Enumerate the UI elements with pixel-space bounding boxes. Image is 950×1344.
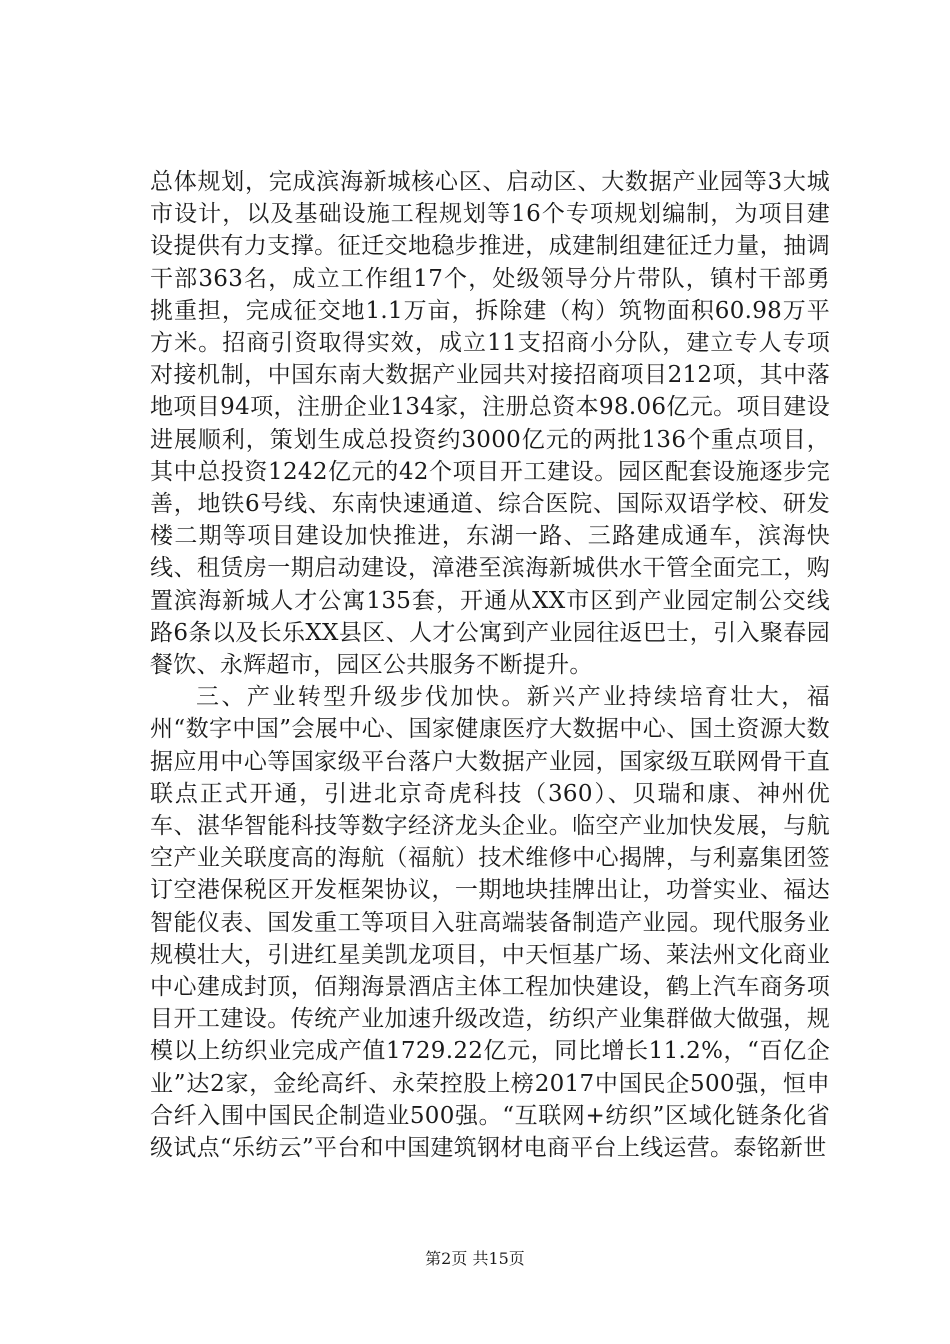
- paragraph-2: 三、产业转型升级步伐加快。新兴产业持续培育壮大，福州“数字中国”会展中心、国家健康医疗大数据中心、国土资源大数据应用中心等国家级平台落户大数据产业园，国家级互联网骨干直联点正式开通，引进北京奇虎科技（360）、贝瑞和康、神州优车、湛华智能科技等数字经济龙头企业。临空产业加快发展，与航空产业关联度高的海航（福航）技术维修中心揭牌，与利嘉集团签订空港保税区开发框架协议，一期地块挂牌出让，功誉实业、福达智能仪表、国发重工等项目入驻高端装备制造产业园。现代服务业规模壮大，引进红星美凯龙项目，中天恒基广场、莱法州文化商业中心建成封顶，佰翔海景酒店主体工程加快建设，鹤上汽车商务项目开工建设。传统产业加速升级改造，纺织产业集群做大做强，规模以上纺织业完成产值1729.22亿元，同比增长11.2%，“百亿企业”达2家，金纶高纤、永荣控股上榜2017中国民企500强，恒申合纤入围中国民企制造业500强。“互联网+纺织”区域化链条化省级试点“乐纺云”平台和中国建筑钢材电商平台上线运营。泰铭新世: [150, 684, 830, 1162]
- page-footer: 第2页 共15页: [425, 1249, 525, 1268]
- paragraph-1: 总体规划，完成滨海新城核心区、启动区、大数据产业园等3大城市设计，以及基础设施工程规划等16个专项规划编制，为项目建设提供有力支撑。征迁交地稳步推进，成建制组建征迁力量，抽调干部363名，成立工作组17个，处级领导分片带队，镇村干部勇挑重担，完成征交地1.1万亩，拆除建（构）筑物面积60.98万平方米。招商引资取得实效，成立11支招商小分队，建立专人专项对接机制，中国东南大数据产业园共对接招商项目212项，其中落地项目94项，注册企业134家，注册总资本98.06亿元。项目建设进展顺利，策划生成总投资约3000亿元的两批136个重点项目，其中总投资1242亿元的42个项目开工建设。园区配套设施逐步完善，地铁6号线、东南快速通道、综合医院、国际双语学校、研发楼二期等项目建设加快推进，东湖一路、三路建成通车，滨海快线、租赁房一期启动建设，漳港至滨海新城供水干管全面完工，购置滨海新城人才公寓135套，开通从XX市区到产业园定制公交线路6条以及长乐XX县区、人才公寓到产业园往返巴士，引入聚春园餐饮、永辉超市，园区公共服务不断提升。: [150, 169, 830, 679]
- document-body: [150, 166, 830, 1164]
